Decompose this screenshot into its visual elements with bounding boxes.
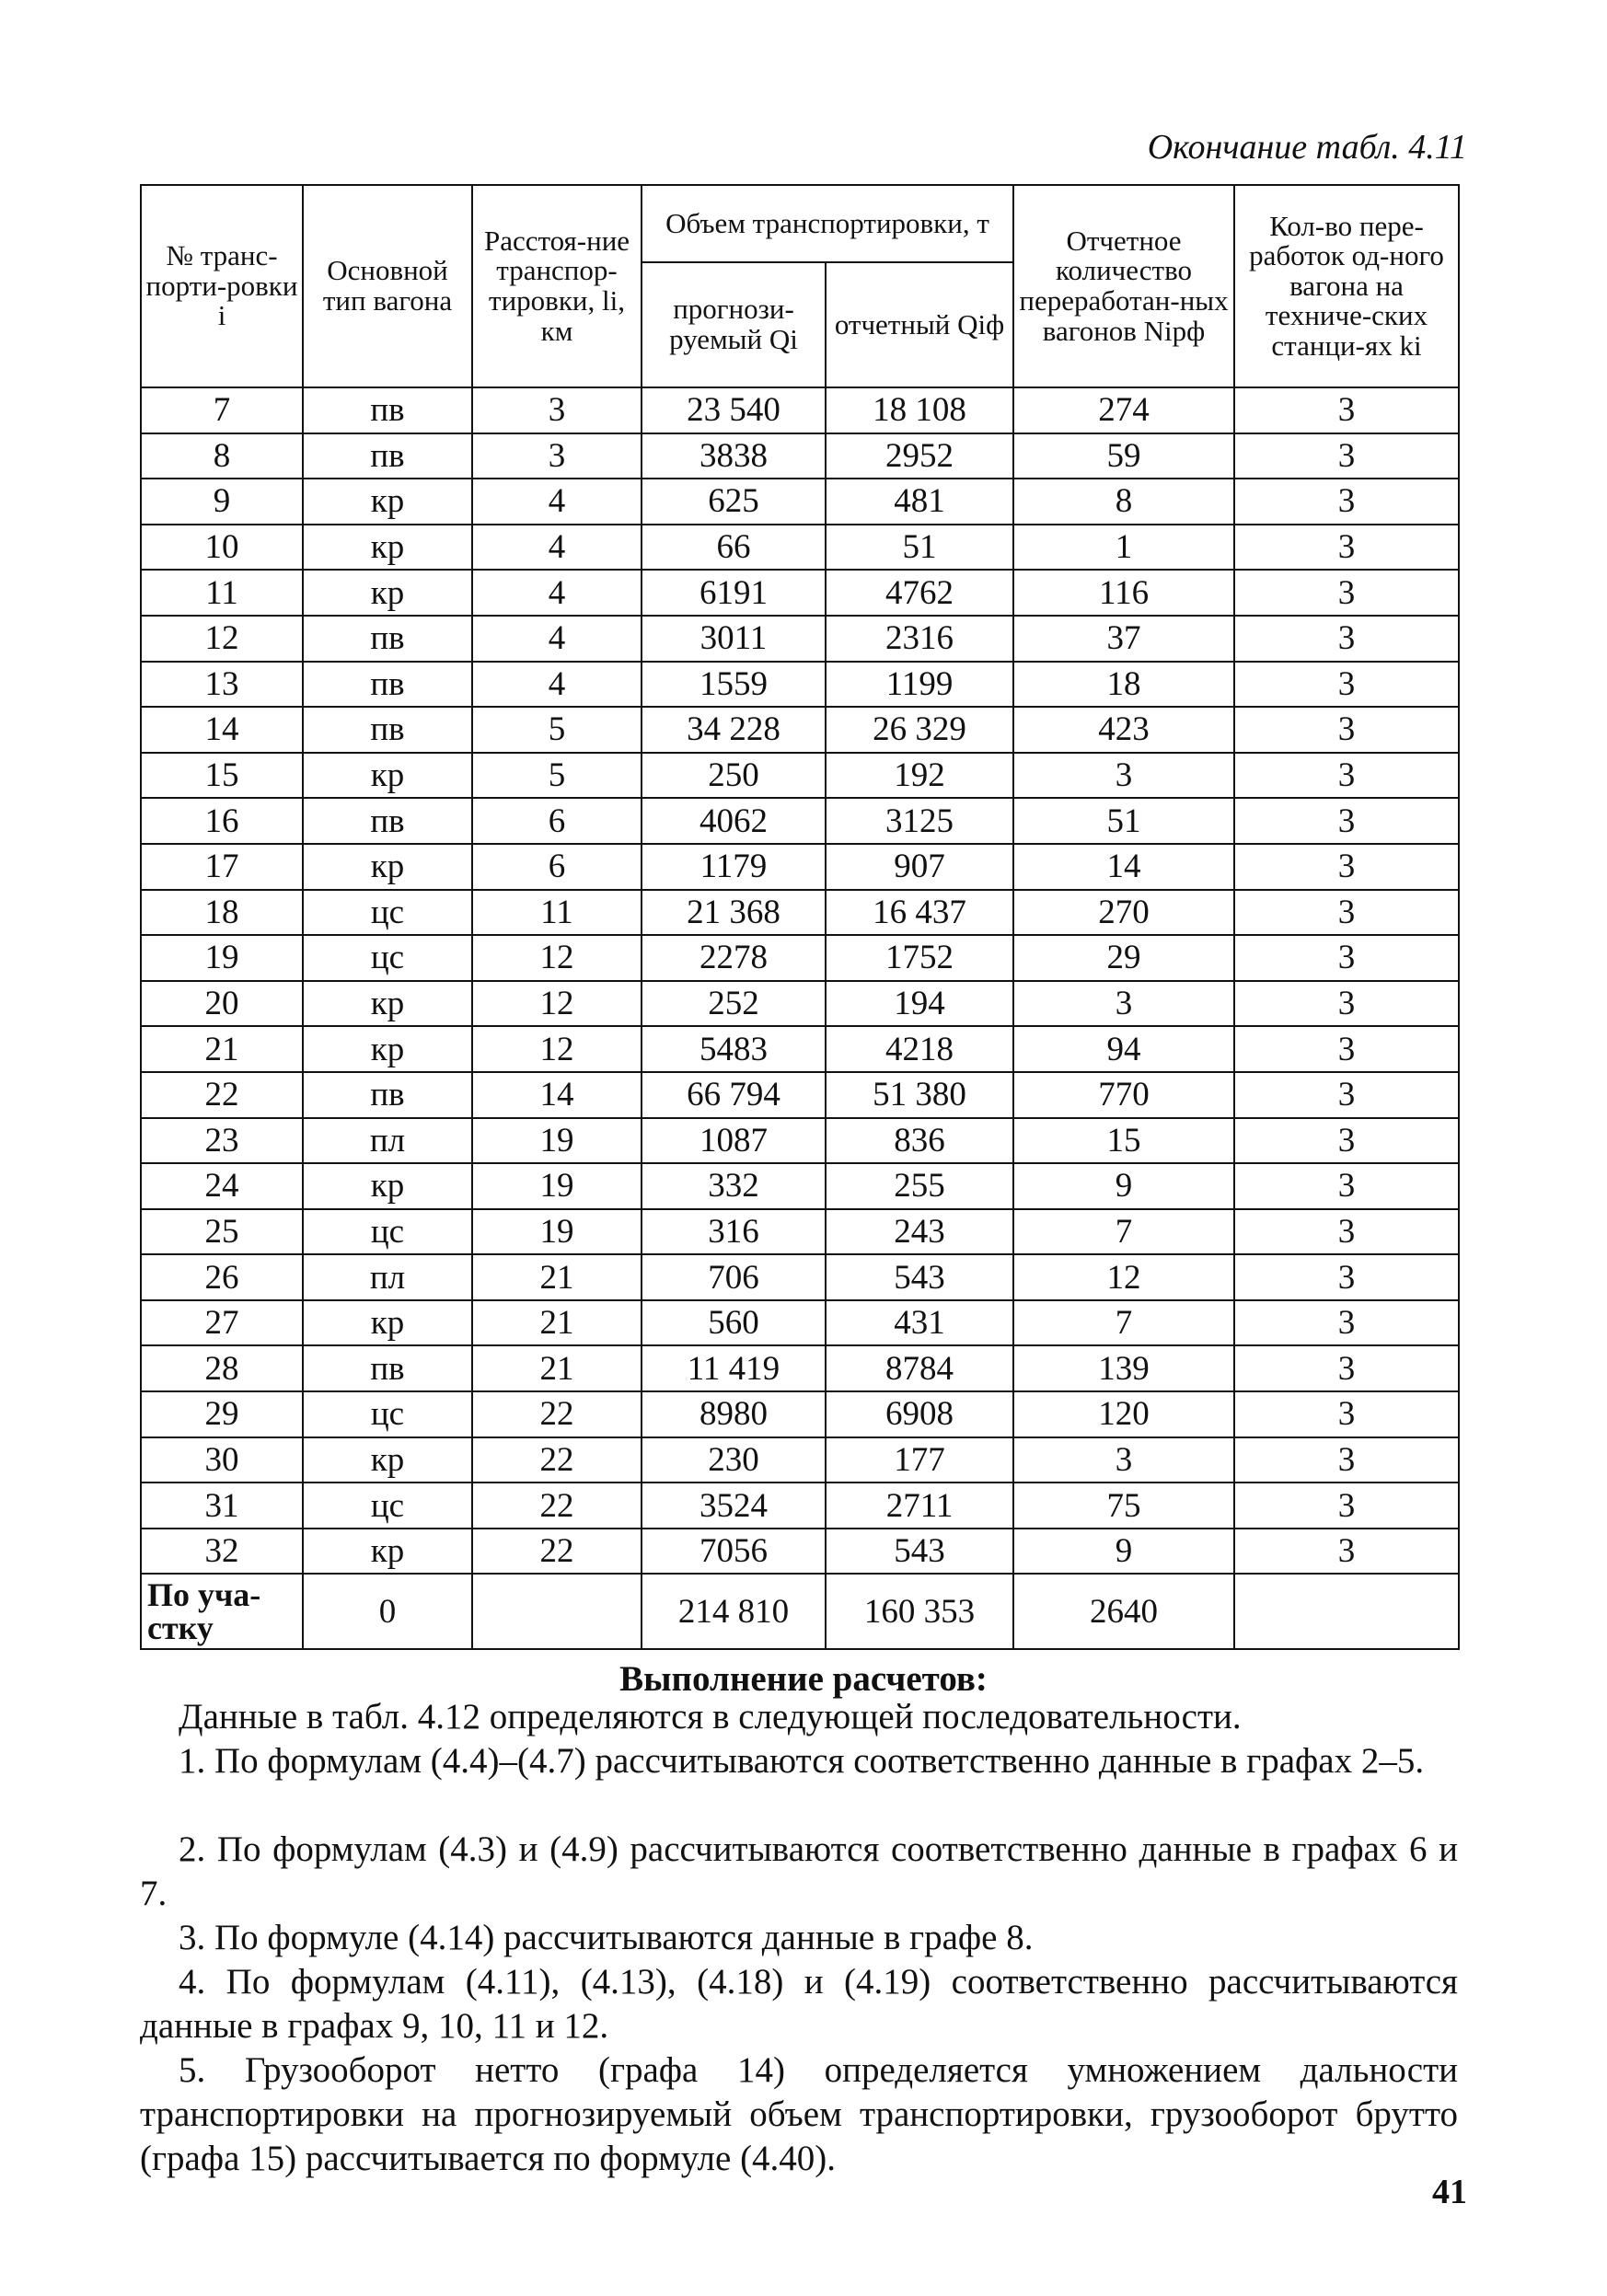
table-row bbox=[141, 1300, 1459, 1346]
total-cell: 214 810 bbox=[642, 1574, 826, 1649]
table-cell: 3 bbox=[1234, 1529, 1459, 1575]
table-cell: 19 bbox=[472, 1163, 642, 1209]
table-total-row bbox=[141, 1574, 1459, 1649]
table-row bbox=[141, 1254, 1459, 1300]
total-label: По уча-стку bbox=[141, 1574, 303, 1649]
table-row bbox=[141, 1118, 1459, 1164]
table-cell: 13 bbox=[141, 662, 303, 708]
table-cell: 3524 bbox=[642, 1483, 826, 1529]
header-wagon-type: Основной тип вагона bbox=[303, 185, 472, 387]
table-cell: 3 bbox=[1234, 570, 1459, 616]
table-row bbox=[141, 570, 1459, 616]
table-cell: 2316 bbox=[826, 616, 1013, 662]
table-cell: цс bbox=[303, 1391, 472, 1437]
table-row bbox=[141, 387, 1459, 433]
table-cell: пв bbox=[303, 662, 472, 708]
table-cell: 3838 bbox=[642, 433, 826, 479]
table-cell: 11 419 bbox=[642, 1345, 826, 1391]
section-title: Выполнение расчетов: bbox=[619, 1659, 988, 1699]
table-cell: 66 794 bbox=[642, 1072, 826, 1118]
table-cell: 177 bbox=[826, 1437, 1013, 1483]
table-cell: 29 bbox=[141, 1391, 303, 1437]
table-cell: 8 bbox=[1013, 479, 1234, 525]
table-cell: 34 228 bbox=[642, 707, 826, 753]
table-cell: 18 108 bbox=[826, 387, 1013, 433]
table-cell: 1087 bbox=[642, 1118, 826, 1164]
page-number: 41 bbox=[1432, 2173, 1467, 2211]
header-reported-wagons: Отчетное количество переработан-ных вагонов Niрф bbox=[1013, 185, 1234, 387]
table-row bbox=[141, 1072, 1459, 1118]
table-cell: 6 bbox=[472, 844, 642, 890]
table-cell: 9 bbox=[141, 479, 303, 525]
table-row bbox=[141, 890, 1459, 936]
table-cell: 250 bbox=[642, 753, 826, 799]
table-cell: 3 bbox=[1234, 1345, 1459, 1391]
table-cell: 18 bbox=[141, 890, 303, 936]
table-cell: 12 bbox=[1013, 1254, 1234, 1300]
table-cell: 836 bbox=[826, 1118, 1013, 1164]
table-row bbox=[141, 1209, 1459, 1255]
table-cell: 243 bbox=[826, 1209, 1013, 1255]
table-cell: 8980 bbox=[642, 1391, 826, 1437]
paragraph: 4. По формулам (4.11), (4.13), (4.18) и (4.19) соответственно рассчитываются данные в графах 9, 10, 11 и 12. bbox=[140, 1962, 1458, 2046]
table-cell: 23 bbox=[141, 1118, 303, 1164]
table-cell: пв bbox=[303, 798, 472, 844]
table-cell: 15 bbox=[141, 753, 303, 799]
table-row bbox=[141, 1345, 1459, 1391]
table-row bbox=[141, 662, 1459, 708]
table-cell: 3 bbox=[1013, 753, 1234, 799]
table-cell: 481 bbox=[826, 479, 1013, 525]
table-cell: 94 bbox=[1013, 1026, 1234, 1072]
table-cell: 17 bbox=[141, 844, 303, 890]
table-cell: 3 bbox=[1234, 525, 1459, 571]
table-cell: 30 bbox=[141, 1437, 303, 1483]
table-cell: 14 bbox=[1013, 844, 1234, 890]
paragraph: Данные в табл. 4.12 определяются в следующей последовательности. bbox=[179, 1697, 1242, 1736]
table-cell: 20 bbox=[141, 981, 303, 1027]
table-cell: 192 bbox=[826, 753, 1013, 799]
table-caption: Окончание табл. 4.11 bbox=[1147, 128, 1467, 167]
table-cell: 29 bbox=[1013, 935, 1234, 981]
table-cell: 4 bbox=[472, 525, 642, 571]
table-cell: 19 bbox=[472, 1209, 642, 1255]
table-cell: 3011 bbox=[642, 616, 826, 662]
table-cell: 32 bbox=[141, 1529, 303, 1575]
table-row bbox=[141, 798, 1459, 844]
table-cell: 6191 bbox=[642, 570, 826, 616]
table-cell: 3 bbox=[1234, 1391, 1459, 1437]
table-cell: 423 bbox=[1013, 707, 1234, 753]
table-cell: 255 bbox=[826, 1163, 1013, 1209]
table-cell: 139 bbox=[1013, 1345, 1234, 1391]
table-cell: 3 bbox=[1234, 798, 1459, 844]
table-cell: 543 bbox=[826, 1529, 1013, 1575]
table-cell: 7056 bbox=[642, 1529, 826, 1575]
table-row bbox=[141, 433, 1459, 479]
table-cell: цс bbox=[303, 1209, 472, 1255]
table-cell: 22 bbox=[472, 1483, 642, 1529]
table-cell: 3 bbox=[1234, 1163, 1459, 1209]
paragraph: 2. По формулам (4.3) и (4.9) рассчитываются соответственно данные в графах 6 и 7. bbox=[140, 1829, 1458, 1913]
table-cell: 22 bbox=[472, 1437, 642, 1483]
table-cell: 5 bbox=[472, 707, 642, 753]
header-forecast-volume: прогнози-руемый Qi bbox=[642, 262, 826, 387]
table-cell: 24 bbox=[141, 1163, 303, 1209]
table-cell: 706 bbox=[642, 1254, 826, 1300]
table-cell: 7 bbox=[1013, 1209, 1234, 1255]
table-cell: 21 bbox=[472, 1300, 642, 1346]
table-cell: 21 bbox=[141, 1026, 303, 1072]
table-cell: 560 bbox=[642, 1300, 826, 1346]
paragraph: 5. Грузооборот нетто (графа 14) определяется умножением дальности транспортировки на прогнозируемый объем транспортировки, грузооборот брутто (графа 15) рассчитывается по формуле (4.40). bbox=[140, 2050, 1458, 2178]
paragraph: 3. По формуле (4.14) рассчитываются данные в графе 8. bbox=[179, 1918, 1034, 1957]
table-cell: 230 bbox=[642, 1437, 826, 1483]
table-cell: 8784 bbox=[826, 1345, 1013, 1391]
table-cell: 332 bbox=[642, 1163, 826, 1209]
table-cell: кр bbox=[303, 1163, 472, 1209]
total-cell: 0 bbox=[303, 1574, 472, 1649]
table-cell: 4 bbox=[472, 570, 642, 616]
table-cell: пв bbox=[303, 616, 472, 662]
table-cell: 12 bbox=[141, 616, 303, 662]
total-cell bbox=[1234, 1574, 1459, 1649]
table-cell: 3 bbox=[1234, 844, 1459, 890]
table-cell: 7 bbox=[141, 387, 303, 433]
table-row bbox=[141, 1163, 1459, 1209]
table-cell: 3 bbox=[1234, 616, 1459, 662]
table-cell: 1179 bbox=[642, 844, 826, 890]
table-cell: 22 bbox=[472, 1529, 642, 1575]
table-cell: цс bbox=[303, 1483, 472, 1529]
table-cell: 770 bbox=[1013, 1072, 1234, 1118]
table-cell: 4218 bbox=[826, 1026, 1013, 1072]
table-cell: цс bbox=[303, 935, 472, 981]
table-cell: 16 437 bbox=[826, 890, 1013, 936]
table-cell: 120 bbox=[1013, 1391, 1234, 1437]
table-cell: 21 bbox=[472, 1345, 642, 1391]
table-cell: кр bbox=[303, 570, 472, 616]
table-cell: 4 bbox=[472, 662, 642, 708]
table-cell: 26 329 bbox=[826, 707, 1013, 753]
table-cell: 2952 bbox=[826, 433, 1013, 479]
table-cell: 12 bbox=[472, 981, 642, 1027]
table-cell: кр bbox=[303, 1437, 472, 1483]
table-cell: 3 bbox=[1234, 1437, 1459, 1483]
table-cell: 28 bbox=[141, 1345, 303, 1391]
table-cell: 3 bbox=[1234, 1300, 1459, 1346]
table-cell: 543 bbox=[826, 1254, 1013, 1300]
table-cell: 3 bbox=[1234, 890, 1459, 936]
table-cell: 27 bbox=[141, 1300, 303, 1346]
table-cell: 7 bbox=[1013, 1300, 1234, 1346]
table-cell: 3 bbox=[1234, 1483, 1459, 1529]
table-cell: 2711 bbox=[826, 1483, 1013, 1529]
table-row bbox=[141, 1391, 1459, 1437]
table-cell: 8 bbox=[141, 433, 303, 479]
table-cell: 3 bbox=[1234, 1072, 1459, 1118]
table-cell: 3 bbox=[1013, 1437, 1234, 1483]
table-cell: 14 bbox=[472, 1072, 642, 1118]
table-cell: 3125 bbox=[826, 798, 1013, 844]
header-transport-number: № транс-порти-ровки i bbox=[141, 185, 303, 387]
total-cell bbox=[472, 1574, 642, 1649]
table-row bbox=[141, 935, 1459, 981]
table-cell: 18 bbox=[1013, 662, 1234, 708]
table-cell: пв bbox=[303, 1345, 472, 1391]
table-cell: 51 380 bbox=[826, 1072, 1013, 1118]
table-cell: 1 bbox=[1013, 525, 1234, 571]
table-cell: 23 540 bbox=[642, 387, 826, 433]
table-row bbox=[141, 1529, 1459, 1575]
table-cell: кр bbox=[303, 1300, 472, 1346]
table-cell: 3 bbox=[1234, 433, 1459, 479]
table-cell: 37 bbox=[1013, 616, 1234, 662]
table-cell: 21 bbox=[472, 1254, 642, 1300]
table-cell: кр bbox=[303, 1529, 472, 1575]
table-cell: 6 bbox=[472, 798, 642, 844]
table-cell: 51 bbox=[826, 525, 1013, 571]
header-volume-group: Объем транспортировки, т bbox=[642, 185, 1013, 262]
table-cell: пв bbox=[303, 1072, 472, 1118]
table-cell: кр bbox=[303, 479, 472, 525]
table-cell: 14 bbox=[141, 707, 303, 753]
table-cell: 22 bbox=[141, 1072, 303, 1118]
table-cell: 12 bbox=[472, 935, 642, 981]
table-cell: 19 bbox=[141, 935, 303, 981]
table-cell: пв bbox=[303, 433, 472, 479]
table-cell: 3 bbox=[1234, 1254, 1459, 1300]
table-cell: 3 bbox=[472, 387, 642, 433]
table-cell: 4 bbox=[472, 479, 642, 525]
table-cell: 59 bbox=[1013, 433, 1234, 479]
table-cell: 270 bbox=[1013, 890, 1234, 936]
data-table bbox=[140, 184, 1460, 1650]
table-row bbox=[141, 707, 1459, 753]
table-cell: 3 bbox=[1234, 1209, 1459, 1255]
table-row bbox=[141, 844, 1459, 890]
table-cell: 1559 bbox=[642, 662, 826, 708]
table-cell: 3 bbox=[1234, 479, 1459, 525]
table-cell: 3 bbox=[1234, 935, 1459, 981]
table-cell: кр bbox=[303, 753, 472, 799]
header-distance: Расстоя-ние транспор-тировки, li, км bbox=[472, 185, 642, 387]
table-cell: 12 bbox=[472, 1026, 642, 1072]
table-cell: 431 bbox=[826, 1300, 1013, 1346]
table-row bbox=[141, 1437, 1459, 1483]
table-cell: кр bbox=[303, 844, 472, 890]
table-row bbox=[141, 616, 1459, 662]
table-cell: 3 bbox=[1234, 981, 1459, 1027]
table-cell: пл bbox=[303, 1254, 472, 1300]
table-cell: 3 bbox=[1234, 662, 1459, 708]
table-cell: 26 bbox=[141, 1254, 303, 1300]
table-cell: 66 bbox=[642, 525, 826, 571]
table-cell: 907 bbox=[826, 844, 1013, 890]
table-cell: 5483 bbox=[642, 1026, 826, 1072]
paragraph: 1. По формулам (4.4)–(4.7) рассчитываются соответственно данные в графах 2–5. bbox=[179, 1741, 1425, 1781]
table-cell: 21 368 bbox=[642, 890, 826, 936]
table-cell: пв bbox=[303, 387, 472, 433]
table-cell: пл bbox=[303, 1118, 472, 1164]
table-row bbox=[141, 1483, 1459, 1529]
table-cell: 4 bbox=[472, 616, 642, 662]
header-processing-count: Кол-во пере-работок од-ного вагона на техниче-ских станци-ях ki bbox=[1234, 185, 1459, 387]
table-row bbox=[141, 753, 1459, 799]
table-cell: 3 bbox=[1234, 707, 1459, 753]
table-cell: 625 bbox=[642, 479, 826, 525]
table-cell: 1752 bbox=[826, 935, 1013, 981]
table-row bbox=[141, 1026, 1459, 1072]
table-cell: 3 bbox=[1234, 1118, 1459, 1164]
table-cell: кр bbox=[303, 1026, 472, 1072]
table-cell: кр bbox=[303, 981, 472, 1027]
table-cell: 19 bbox=[472, 1118, 642, 1164]
table-cell: 25 bbox=[141, 1209, 303, 1255]
table-cell: 75 bbox=[1013, 1483, 1234, 1529]
table-cell: 316 bbox=[642, 1209, 826, 1255]
header-reported-volume: отчетный Qiф bbox=[826, 262, 1013, 387]
total-cell: 2640 bbox=[1013, 1574, 1234, 1649]
table-cell: 116 bbox=[1013, 570, 1234, 616]
table-cell: 4062 bbox=[642, 798, 826, 844]
total-cell: 160 353 bbox=[826, 1574, 1013, 1649]
table-cell: 9 bbox=[1013, 1163, 1234, 1209]
table-row bbox=[141, 981, 1459, 1027]
table-cell: 3 bbox=[1234, 387, 1459, 433]
table-cell: 5 bbox=[472, 753, 642, 799]
table-cell: 11 bbox=[472, 890, 642, 936]
table-cell: 194 bbox=[826, 981, 1013, 1027]
table-cell: 10 bbox=[141, 525, 303, 571]
table-row bbox=[141, 525, 1459, 571]
table-cell: 16 bbox=[141, 798, 303, 844]
table-cell: 3 bbox=[1234, 753, 1459, 799]
table-cell: 15 bbox=[1013, 1118, 1234, 1164]
table-cell: 274 bbox=[1013, 387, 1234, 433]
table-cell: 11 bbox=[141, 570, 303, 616]
table-cell: 31 bbox=[141, 1483, 303, 1529]
table-cell: 6908 bbox=[826, 1391, 1013, 1437]
table-row bbox=[141, 479, 1459, 525]
table-cell: 3 bbox=[1234, 1026, 1459, 1072]
table-cell: цс bbox=[303, 890, 472, 936]
table-cell: 2278 bbox=[642, 935, 826, 981]
table-cell: 22 bbox=[472, 1391, 642, 1437]
table-cell: 1199 bbox=[826, 662, 1013, 708]
table-cell: 4762 bbox=[826, 570, 1013, 616]
table-cell: пв bbox=[303, 707, 472, 753]
table-cell: 3 bbox=[1013, 981, 1234, 1027]
table-cell: кр bbox=[303, 525, 472, 571]
table-cell: 9 bbox=[1013, 1529, 1234, 1575]
table-cell: 51 bbox=[1013, 798, 1234, 844]
table-cell: 252 bbox=[642, 981, 826, 1027]
table-cell: 3 bbox=[472, 433, 642, 479]
